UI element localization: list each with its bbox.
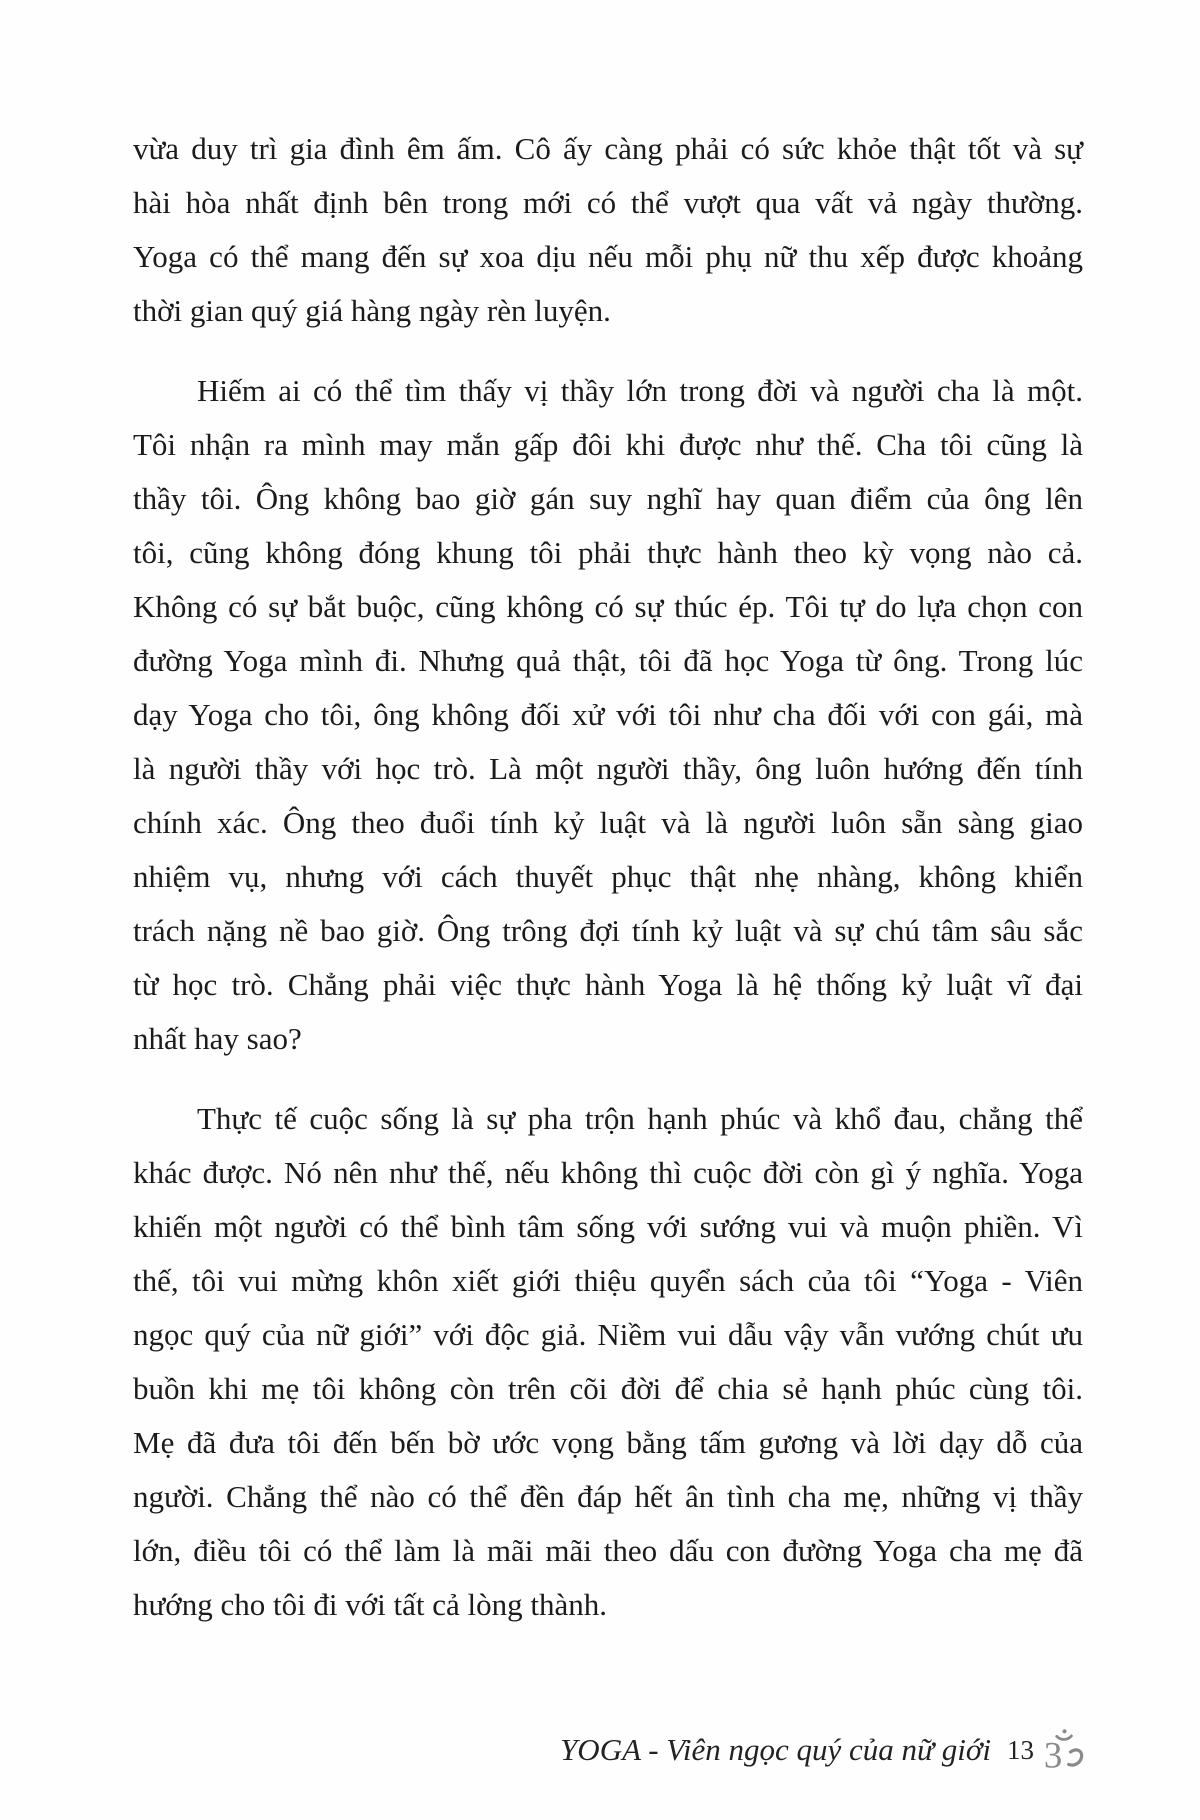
text-line: Mẹ đã đưa tôi đến bến bờ ước vọng bằng tấm gương và lời dạy dỗ của bbox=[133, 1425, 1083, 1460]
text-line: vừa duy trì gia đình êm ấm. Cô ấy càng phải có sức khỏe thật tốt và sự bbox=[133, 131, 1083, 166]
text-line: Không có sự bắt buộc, cũng không có sự thúc ép. Tôi tự do lựa chọn con bbox=[133, 589, 1083, 624]
text-line: buồn khi mẹ tôi không còn trên cõi đời để chia sẻ hạnh phúc cùng tôi. bbox=[133, 1371, 1083, 1406]
text-line: thầy tôi. Ông không bao giờ gán suy nghĩ hay quan điểm của ông lên bbox=[133, 481, 1083, 516]
paragraph bbox=[133, 364, 1083, 1066]
text-line: thế, tôi vui mừng khôn xiết giới thiệu quyển sách của tôi “Yoga - Viên bbox=[133, 1263, 1083, 1298]
text-line: hướng cho tôi đi với tất cả lòng thành. bbox=[133, 1587, 608, 1622]
text-line: nhất hay sao? bbox=[133, 1021, 302, 1056]
footer-page-number: 13 bbox=[1007, 1734, 1034, 1765]
text-line: dạy Yoga cho tôi, ông không đối xử với tôi như cha đối với con gái, mà bbox=[133, 697, 1083, 732]
text-line: trách nặng nề bao giờ. Ông trông đợi tính kỷ luật và sự chú tâm sâu sắc bbox=[133, 913, 1083, 948]
paragraph bbox=[133, 122, 1083, 338]
text-line: Hiếm ai có thể tìm thấy vị thầy lớn trong đời và người cha là một. bbox=[197, 373, 1083, 408]
paragraph bbox=[133, 1092, 1083, 1632]
svg-text:3: 3 bbox=[1043, 1734, 1063, 1775]
text-line: tôi, cũng không đóng khung tôi phải thực hành theo kỳ vọng nào cả. bbox=[133, 535, 1083, 570]
text-line: khiến một người có thể bình tâm sống với sướng vui và muộn phiền. Vì bbox=[133, 1209, 1083, 1244]
page-body-text bbox=[133, 122, 1083, 1632]
text-line: đường Yoga mình đi. Nhưng quả thật, tôi đã học Yoga từ ông. Trong lúc bbox=[133, 643, 1083, 678]
footer-book-title: YOGA - Viên ngọc quý của nữ giới bbox=[560, 1732, 991, 1767]
text-line: là người thầy với học trò. Là một người thầy, ông luôn hướng đến tính bbox=[133, 751, 1083, 786]
text-line: Thực tế cuộc sống là sự pha trộn hạnh phúc và khổ đau, chẳng thể bbox=[197, 1101, 1083, 1136]
text-line: thời gian quý giá hàng ngày rèn luyện. bbox=[133, 293, 611, 328]
text-line: Tôi nhận ra mình may mắn gấp đôi khi được như thế. Cha tôi cũng là bbox=[133, 427, 1083, 462]
text-line: người. Chẳng thể nào có thể đền đáp hết ân tình cha mẹ, những vị thầy bbox=[133, 1479, 1083, 1514]
text-line: chính xác. Ông theo đuổi tính kỷ luật và là người luôn sẵn sàng giao bbox=[133, 805, 1083, 840]
text-line: nhiệm vụ, nhưng với cách thuyết phục thật nhẹ nhàng, không khiển bbox=[133, 859, 1083, 894]
om-icon bbox=[1042, 1729, 1088, 1775]
text-line: lớn, điều tôi có thể làm là mãi mãi theo dấu con đường Yoga cha mẹ đã bbox=[133, 1533, 1083, 1568]
page-footer bbox=[560, 1722, 1088, 1778]
text-line: hài hòa nhất định bên trong mới có thể vượt qua vất vả ngày thường. bbox=[133, 185, 1083, 220]
text-line: ngọc quý của nữ giới” với độc giả. Niềm vui dẫu vậy vẫn vướng chút ưu bbox=[133, 1317, 1083, 1352]
text-line: từ học trò. Chẳng phải việc thực hành Yoga là hệ thống kỷ luật vĩ đại bbox=[133, 967, 1083, 1002]
text-line: Yoga có thể mang đến sự xoa dịu nếu mỗi phụ nữ thu xếp được khoảng bbox=[133, 239, 1083, 274]
text-line: khác được. Nó nên như thế, nếu không thì cuộc đời còn gì ý nghĩa. Yoga bbox=[133, 1155, 1083, 1190]
